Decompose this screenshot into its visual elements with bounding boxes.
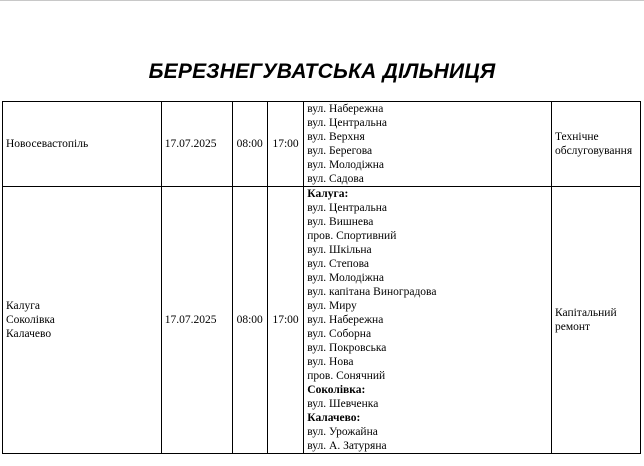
start-time-cell: 08:00 <box>232 187 267 454</box>
street-name: вул. Покровська <box>307 342 387 354</box>
locality-group-heading: Соколівка: <box>307 384 366 396</box>
locality-cell <box>3 187 162 454</box>
street-name: вул. Соборна <box>307 328 372 340</box>
street-name: пров. Сонячний <box>307 370 386 382</box>
street-name: вул. Вишнева <box>307 216 374 228</box>
street-name: вул. Центральна <box>307 117 387 129</box>
end-time-cell: 17:00 <box>267 102 303 187</box>
date-cell: 17.07.2025 <box>161 102 232 187</box>
street-name: вул. Берегова <box>307 145 373 157</box>
start-time-cell: 08:00 <box>232 102 267 187</box>
end-time-cell: 17:00 <box>267 187 303 454</box>
locality-cell <box>3 102 162 187</box>
street-name: вул. А. Затуряна <box>307 440 387 452</box>
street-name: вул. Шкільна <box>307 244 372 256</box>
street-name: вул. Набережна <box>307 103 384 115</box>
top-divider <box>0 0 644 1</box>
street-name: вул. Центральна <box>307 202 387 214</box>
locality-group-heading: Калуга: <box>307 188 349 200</box>
table-row <box>3 102 641 187</box>
locality-name: Калуга <box>6 300 41 312</box>
street-name: вул. Молодіжна <box>307 272 384 284</box>
date-cell: 17.07.2025 <box>161 187 232 454</box>
work-type-cell: Технічне обслуговування <box>551 102 640 187</box>
outage-schedule-table <box>2 101 641 454</box>
street-name: вул. Степова <box>307 258 369 270</box>
street-name: вул. Шевченка <box>307 398 379 410</box>
locality-name: Соколівка <box>6 314 55 326</box>
street-name: вул. Верхня <box>307 131 365 143</box>
street-name: вул. капітана Виноградова <box>307 286 437 298</box>
locality-name: Калачево <box>6 328 52 340</box>
street-name: вул. Садова <box>307 173 364 185</box>
document-title: БЕРЕЗНЕГУВАТСЬКА ДІЛЬНИЦЯ <box>148 60 496 83</box>
street-name: вул. Молодіжна <box>307 159 384 171</box>
streets-cell <box>304 102 552 187</box>
schedule-body <box>3 102 641 454</box>
locality-group-heading: Калачево: <box>307 412 361 424</box>
street-name: вул. Миру <box>307 300 357 312</box>
locality-name: Новосевастопіль <box>6 138 89 150</box>
street-name: пров. Спортивний <box>307 230 397 242</box>
street-name: вул. Набережна <box>307 314 384 326</box>
table-row <box>3 187 641 454</box>
streets-cell <box>304 187 552 454</box>
street-name: вул. Урожайна <box>307 426 378 438</box>
work-type-cell: Капітальний ремонт <box>551 187 640 454</box>
street-name: вул. Нова <box>307 356 354 368</box>
